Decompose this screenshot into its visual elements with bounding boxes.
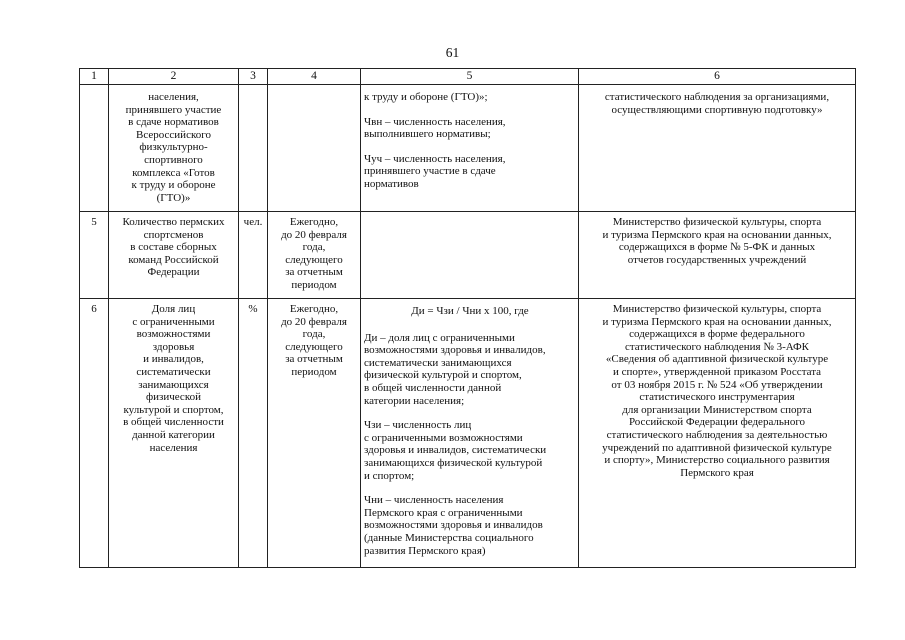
periodicity-cell: Ежегодно, до 20 февраля года, следующего за отчетным периодом <box>281 216 347 291</box>
header-cell: 6 <box>579 69 856 85</box>
table-row <box>80 212 856 299</box>
unit-cell: % <box>239 299 268 568</box>
indicators-table <box>79 68 856 568</box>
indicator-name: Количество пермских спортсменов в составе сборных команд Российской Федерации <box>122 216 225 279</box>
header-cell: 1 <box>80 69 109 85</box>
method-text: Чуч – численность населения, принявшего участие в сдаче нормативов <box>364 152 506 190</box>
header-cell: 5 <box>361 69 579 85</box>
method-text: к труду и обороне (ГТО)»; <box>364 91 488 103</box>
formula: Ди = Чзи / Чни х 100, где <box>411 305 529 317</box>
unit-cell: чел. <box>239 212 268 299</box>
unit-cell <box>239 85 268 212</box>
method-cell <box>361 212 579 299</box>
method-text: Чзи – численность лиц с ограниченными возможностями здоровья и инвалидов, систематически занимающихся физической культурой и спортом; <box>364 419 547 482</box>
source-text: статистического наблюдения за организациями, осуществляющими спортивную подготовку» <box>604 91 830 116</box>
table-header-row <box>80 69 856 85</box>
row-number: 6 <box>80 299 109 568</box>
source-text: Министерство физической культуры, спорта и туризма Пермского края на основании данных, содержащихся в форме федерального статистического наблюдения № 3-АФК «Сведения об адаптивной физической культуре и спорте», утвержденной приказом Росстата от 03 ноября 2015 г. № 524 «Об утверждении статистического инструментария для организации Министерством спорта Российской Федерации федерального статистического наблюдения за деятельностью учреждений по адаптивной физической культуре и спорту», Министерство социального развития Пермского края <box>602 303 832 479</box>
row-number: 5 <box>80 212 109 299</box>
table-row <box>80 299 856 568</box>
indicator-name: Доля лиц с ограниченными возможностями здоровья и инвалидов, систематически занимающихся физической культурой и спортом, в общей численности данной категории населения <box>123 303 224 454</box>
method-text: Ди – доля лиц с ограниченными возможностями здоровья и инвалидов, систематически занимающихся физической культурой и спортом, в общей численности данной категории населения; <box>364 331 546 407</box>
header-cell: 4 <box>268 69 361 85</box>
source-text: Министерство физической культуры, спорта и туризма Пермского края на основании данных, содержащихся в форме № 5-ФК и данных отчетов государственных учреждений <box>602 216 832 266</box>
table-row <box>80 85 856 212</box>
page-number: 61 <box>445 45 460 60</box>
method-text: Чвн – численность населения, выполнившего нормативы; <box>364 115 506 141</box>
row-number <box>80 85 109 212</box>
indicator-name: населения, принявшего участие в сдаче нормативов Всероссийского физкультурно- спортивного комплекса «Готов к труду и обороне (ГТО)» <box>125 91 222 204</box>
header-cell: 2 <box>109 69 239 85</box>
header-cell: 3 <box>239 69 268 85</box>
method-text: Чни – численность населения Пермского края с ограниченными возможностями здоровья и инвалидов (данные Министерства социального развития Пермского края) <box>364 494 543 557</box>
periodicity-cell: Ежегодно, до 20 февраля года, следующего за отчетным периодом <box>281 303 347 378</box>
